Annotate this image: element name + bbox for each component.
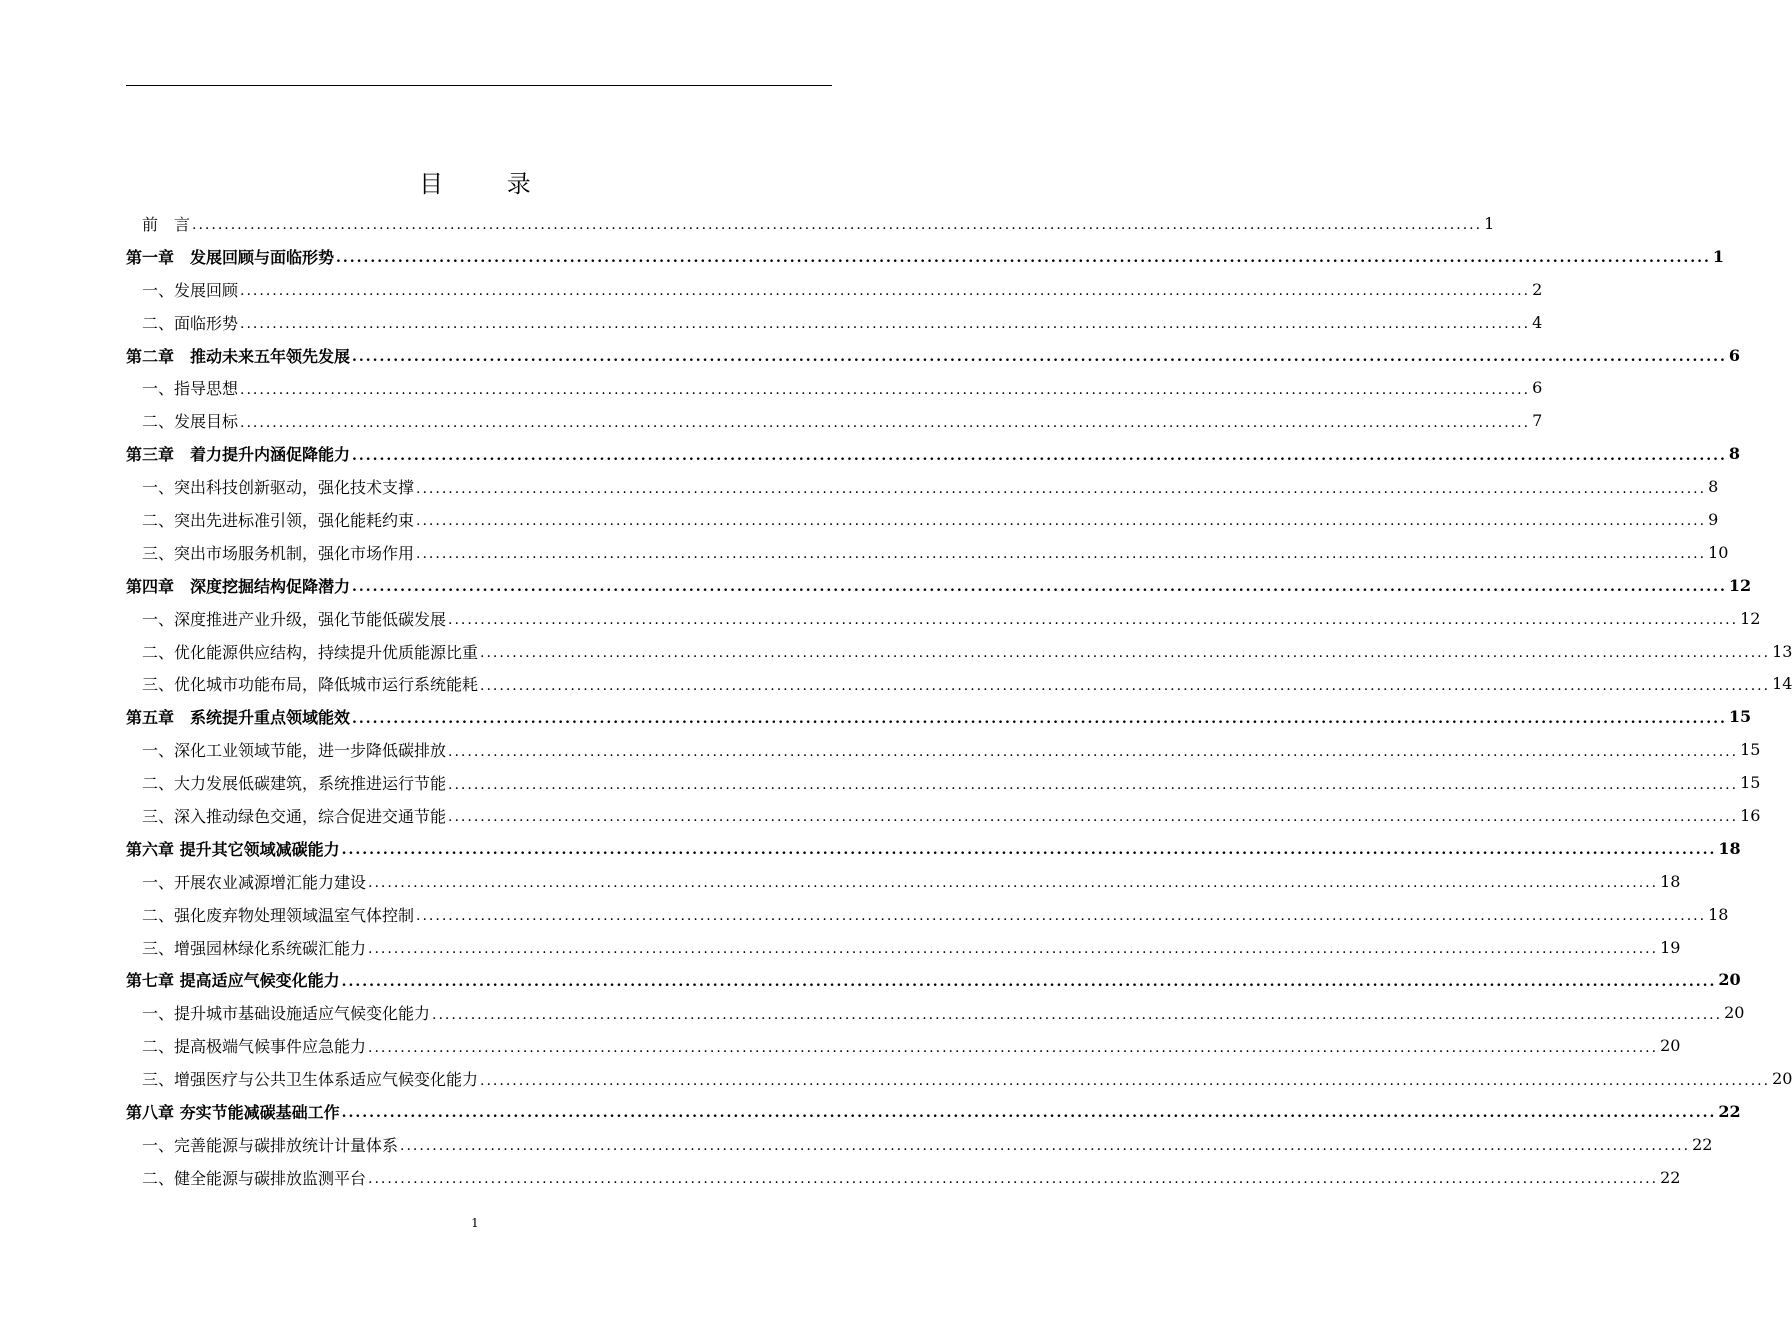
toc-entry-page: 4 <box>1532 312 1543 332</box>
toc-entry-page: 20 <box>1718 970 1741 990</box>
toc-entry-label: 二、提高极端气候事件应急能力 <box>142 1037 367 1057</box>
toc-chapter-entry[interactable] <box>126 1095 1741 1128</box>
toc-dot-leader: ........................................................................................................................................................................................................ <box>448 743 1739 760</box>
toc-entry-label: 第五章 系统提升重点领域能效 <box>126 708 351 728</box>
toc-entry-page: 1 <box>1484 213 1495 233</box>
toc-chapter-entry[interactable] <box>126 963 1741 996</box>
toc-entry-page: 20 <box>1772 1069 1792 1089</box>
toc-dot-leader: ........................................................................................................................................................................................................ <box>416 908 1707 925</box>
toc-entry-label: 一、发展回顾 <box>142 280 239 300</box>
toc-entry-page: 12 <box>1740 608 1761 628</box>
toc-dot-leader: ........................................................................................................................................................................................................ <box>448 809 1739 826</box>
toc-entry-label: 三、增强医疗与公共卫生体系适应气候变化能力 <box>142 1070 479 1090</box>
toc-dot-leader: ........................................................................................................................................................................................................ <box>416 513 1707 530</box>
toc-dot-leader: ........................................................................................................................................................................................................ <box>448 776 1739 793</box>
toc-chapter-entry[interactable] <box>126 240 1724 273</box>
toc-entry-label: 第三章 着力提升内涵促降能力 <box>126 445 351 465</box>
toc-title: 目 录 <box>419 170 559 198</box>
toc-entry-page: 15 <box>1740 773 1761 793</box>
toc-entry-label: 二、强化废弃物处理领域温室气体控制 <box>142 905 415 925</box>
toc-entry-page: 18 <box>1708 904 1729 924</box>
toc-entry-page: 20 <box>1724 1003 1745 1023</box>
toc-entry-label: 一、指导思想 <box>142 379 239 399</box>
table-of-contents <box>126 207 1792 1194</box>
toc-dot-leader: ........................................................................................................................................................................................................ <box>352 349 1727 365</box>
toc-dot-leader: ........................................................................................................................................................................................................ <box>192 217 1483 234</box>
toc-dot-leader: ........................................................................................................................................................................................................ <box>400 1138 1691 1155</box>
toc-dot-leader: ........................................................................................................................................................................................................ <box>368 875 1659 892</box>
toc-entry-label: 二、面临形势 <box>142 313 239 333</box>
toc-section-entry[interactable] <box>126 865 1681 898</box>
toc-dot-leader: ........................................................................................................................................................................................................ <box>240 316 1531 333</box>
toc-entry-page: 1 <box>1712 246 1724 266</box>
toc-entry-label: 二、大力发展低碳建筑，系统推进运行节能 <box>142 774 447 794</box>
toc-chapter-entry[interactable] <box>126 437 1740 470</box>
toc-entry-page: 22 <box>1718 1101 1741 1121</box>
toc-entry-label: 一、深化工业领域节能，进一步降低碳排放 <box>142 741 447 761</box>
toc-chapter-entry[interactable] <box>126 339 1740 372</box>
toc-entry-page: 14 <box>1772 674 1792 694</box>
toc-entry-page: 7 <box>1532 411 1543 431</box>
toc-section-entry[interactable] <box>126 635 1792 668</box>
toc-section-entry[interactable] <box>126 536 1729 569</box>
toc-dot-leader: ........................................................................................................................................................................................................ <box>480 1072 1771 1089</box>
toc-entry-page: 18 <box>1718 838 1741 858</box>
toc-dot-leader: ........................................................................................................................................................................................................ <box>368 1039 1659 1056</box>
toc-entry-label: 一、完善能源与碳排放统计计量体系 <box>142 1135 399 1155</box>
toc-dot-leader: ........................................................................................................................................................................................................ <box>480 645 1771 662</box>
toc-entry-page: 12 <box>1728 575 1752 595</box>
toc-dot-leader: ........................................................................................................................................................................................................ <box>368 1171 1659 1188</box>
toc-chapter-entry[interactable] <box>126 832 1741 865</box>
toc-entry-label: 第六章 提升其它领域减碳能力 <box>126 839 340 859</box>
toc-entry-page: 10 <box>1708 542 1729 562</box>
toc-dot-leader: ........................................................................................................................................................................................................ <box>432 1006 1723 1023</box>
toc-entry-label: 二、健全能源与碳排放监测平台 <box>142 1168 367 1188</box>
toc-section-entry[interactable] <box>126 766 1761 799</box>
toc-section-entry[interactable] <box>126 996 1745 1029</box>
toc-section-entry[interactable] <box>126 503 1719 536</box>
toc-dot-leader: ........................................................................................................................................................................................................ <box>368 941 1659 958</box>
toc-dot-leader: ........................................................................................................................................................................................................ <box>352 579 1727 596</box>
toc-section-entry[interactable] <box>126 207 1495 240</box>
toc-entry-page: 2 <box>1532 279 1543 299</box>
toc-entry-label: 二、突出先进标准引领，强化能耗约束 <box>142 510 415 530</box>
toc-dot-leader: ........................................................................................................................................................................................................ <box>341 973 1717 990</box>
toc-entry-page: 20 <box>1660 1036 1681 1056</box>
toc-section-entry[interactable] <box>126 1062 1792 1095</box>
toc-entry-label: 三、增强园林绿化系统碳汇能力 <box>142 938 367 958</box>
toc-section-entry[interactable] <box>126 306 1543 339</box>
toc-section-entry[interactable] <box>126 1029 1681 1062</box>
toc-dot-leader: ........................................................................................................................................................................................................ <box>240 283 1531 300</box>
toc-section-entry[interactable] <box>126 404 1543 437</box>
toc-entry-label: 一、深度推进产业升级，强化节能低碳发展 <box>142 609 447 629</box>
toc-entry-page: 15 <box>1740 740 1761 760</box>
page-number: 1 <box>471 1216 479 1230</box>
toc-entry-label: 一、开展农业减源增汇能力建设 <box>142 872 367 892</box>
toc-entry-page: 9 <box>1708 509 1719 529</box>
toc-entry-page: 6 <box>1728 345 1740 365</box>
toc-section-entry[interactable] <box>126 667 1792 700</box>
toc-entry-page: 6 <box>1532 378 1543 398</box>
toc-dot-leader: ........................................................................................................................................................................................................ <box>341 842 1717 859</box>
toc-entry-page: 18 <box>1660 871 1681 891</box>
toc-dot-leader: ........................................................................................................................................................................................................ <box>416 480 1707 497</box>
toc-entry-label: 第二章 推动未来五年领先发展 <box>126 346 351 366</box>
toc-section-entry[interactable] <box>126 470 1719 503</box>
toc-section-entry[interactable] <box>126 733 1761 766</box>
toc-entry-label: 三、优化城市功能布局，降低城市运行系统能耗 <box>142 675 479 695</box>
toc-entry-label: 第四章 深度挖掘结构促降潜力 <box>126 576 351 596</box>
toc-entry-label: 一、提升城市基础设施适应气候变化能力 <box>142 1004 431 1024</box>
toc-entry-page: 13 <box>1772 641 1792 661</box>
header-rule <box>126 85 832 86</box>
toc-entry-label: 二、优化能源供应结构，持续提升优质能源比重 <box>142 642 479 662</box>
toc-dot-leader: ........................................................................................................................................................................................................ <box>341 1105 1717 1122</box>
toc-entry-page: 8 <box>1728 444 1740 464</box>
toc-entry-page: 19 <box>1660 937 1681 957</box>
toc-dot-leader: ........................................................................................................................................................................................................ <box>448 612 1739 629</box>
toc-dot-leader: ........................................................................................................................................................................................................ <box>352 447 1727 464</box>
toc-entry-label: 第一章 发展回顾与面临形势 <box>126 247 335 267</box>
toc-dot-leader: ........................................................................................................................................................................................................ <box>352 710 1727 727</box>
toc-dot-leader: ........................................................................................................................................................................................................ <box>240 381 1531 398</box>
toc-entry-page: 22 <box>1660 1167 1681 1187</box>
toc-section-entry[interactable] <box>126 1161 1681 1194</box>
toc-section-entry[interactable] <box>126 371 1543 404</box>
toc-section-entry[interactable] <box>126 273 1543 306</box>
toc-section-entry[interactable] <box>126 898 1729 931</box>
toc-entry-label: 三、突出市场服务机制，强化市场作用 <box>142 543 415 563</box>
toc-dot-leader: ........................................................................................................................................................................................................ <box>416 546 1707 563</box>
toc-entry-page: 16 <box>1740 805 1761 825</box>
toc-entry-page: 8 <box>1708 477 1719 497</box>
toc-entry-label: 第八章 夯实节能减碳基础工作 <box>126 1102 340 1122</box>
toc-chapter-entry[interactable] <box>126 700 1752 733</box>
toc-entry-label: 第七章 提高适应气候变化能力 <box>126 971 340 991</box>
toc-section-entry[interactable] <box>126 931 1681 964</box>
toc-entry-page: 15 <box>1728 707 1752 727</box>
toc-dot-leader: ........................................................................................................................................................................................................ <box>336 250 1711 267</box>
toc-dot-leader: ........................................................................................................................................................................................................ <box>480 677 1771 694</box>
toc-chapter-entry[interactable] <box>126 569 1752 602</box>
toc-section-entry[interactable] <box>126 799 1761 832</box>
toc-entry-label: 一、突出科技创新驱动，强化技术支撑 <box>142 478 415 498</box>
toc-entry-label: 二、发展目标 <box>142 412 239 432</box>
toc-entry-label: 前 言 <box>142 214 191 234</box>
toc-section-entry[interactable] <box>126 1128 1713 1161</box>
toc-entry-page: 22 <box>1692 1134 1713 1154</box>
toc-section-entry[interactable] <box>126 602 1761 635</box>
toc-entry-label: 三、深入推动绿色交通，综合促进交通节能 <box>142 806 447 826</box>
toc-dot-leader: ........................................................................................................................................................................................................ <box>240 414 1531 431</box>
